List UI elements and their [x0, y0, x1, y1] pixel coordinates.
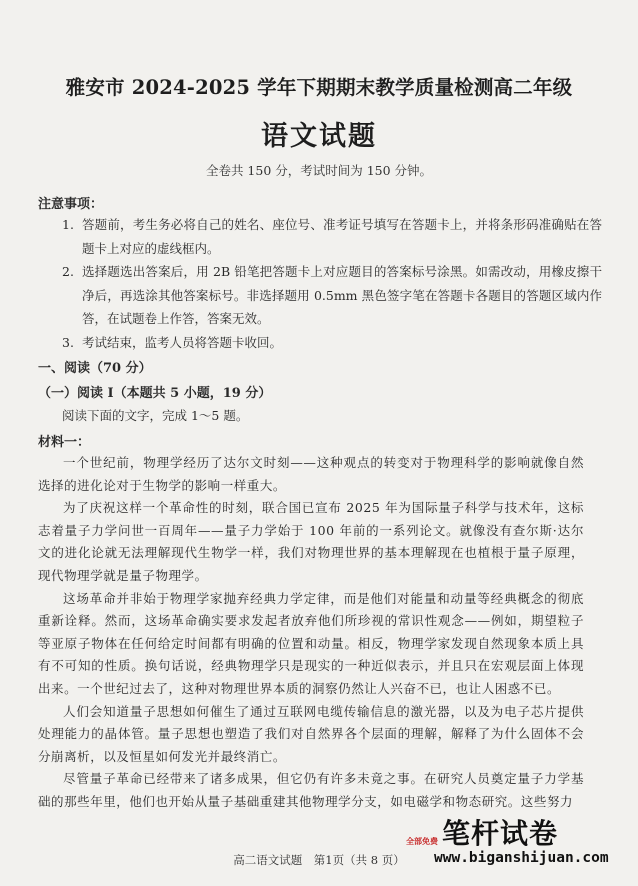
- time-info: 全卷共 150 分，考试时间为 150 分钟。: [205, 163, 433, 178]
- notice-item: [62, 213, 602, 260]
- material-paragraph: 尽管量子革命已经带来了诸多成果，但它仍有许多未竟之事。在研究人员奠定量子力学基础的那些年里，他们也开始从量子基础重建其他物理学分支，如电磁学和物态研究。这些努力: [38, 771, 584, 809]
- material-paragraph: 这场革命并非始于物理学家抛弃经典力学定律，而是他们对能量和动量等经典概念的彻底重新诠释。然而，这场革命确实要求发起者放弃他们所珍视的常识性观念——例如，期望粒子等亚原子物体在任何给定时间都有明确的位置和动量。相反，物理学家发现自然现象本质上具有不可知的性质。换句话说，经典物理学只是现实的一种近似表示，并且只在宏观层面上体现出来。一个世纪过去了，这种对物理世界本质的洞察仍然让人兴奋不已，也让人困惑不已。: [38, 590, 584, 696]
- notice-list: [62, 213, 602, 354]
- watermark-url: www.biganshijuan.com: [434, 850, 609, 866]
- notice-item-text: 考试结束，监考人员将答题卡收回。: [82, 334, 283, 350]
- subsection-heading: （一）阅读 I（本题共 5 小题，19 分）: [38, 386, 272, 401]
- notice-item-number: 1.: [62, 217, 74, 232]
- page-footer: 高二语文试题 第1页（共 8 页）: [233, 853, 405, 867]
- notice-item-number: 2.: [62, 264, 74, 279]
- material-body: [38, 452, 584, 814]
- material-paragraph: 人们会知道量子思想如何催生了通过互联网电缆传输信息的激光器，以及为电子芯片提供处理能力的晶体管。量子思想也塑造了我们对自然界各个层面的理解，解释了为什么固体不会分崩离析，以及恒星如何发光并最终消亡。: [38, 703, 584, 764]
- notice-item-number: 3.: [62, 334, 74, 350]
- section-heading: 一、阅读（70 分）: [38, 361, 152, 376]
- notice-heading: 注意事项：: [38, 197, 104, 212]
- notice-item: [62, 260, 602, 331]
- subject-title: 语文试题: [261, 121, 377, 152]
- notice-item-text: 选择题选出答案后，用 2B 铅笔把答题卡上对应题目的答案标号涂黑。如需改动，用橡皮擦干净后，再选涂其他答案标号。非选择题用 0.5mm 黑色签字笔在答题卡各题目的答题区域内作答，在试题卷上作答，答案无效。: [82, 264, 602, 326]
- watermark-brand: 笔杆试卷: [442, 817, 559, 850]
- material-paragraph: 一个世纪前，物理学经历了达尔文时刻——这种观点的转变对于物理科学的影响就像自然选择的进化论对于生物学的影响一样重大。: [38, 455, 584, 493]
- notice-item-text: 答题前，考生务必将自己的姓名、座位号、准考证号填写在答题卡上，并将条形码准确贴在答题卡上对应的虚线框内。: [82, 217, 602, 256]
- material-label: 材料一：: [38, 435, 91, 450]
- watermark-tag: 全部免费: [406, 837, 438, 846]
- notice-item: [62, 331, 602, 355]
- reading-instruction: 阅读下面的文字，完成 1～5 题。: [62, 408, 249, 423]
- material-paragraph: 为了庆祝这样一个革命性的时刻，联合国已宣布 2025 年为国际量子科学与技术年，这标志着量子力学问世一百周年——量子力学始于 100 年前的一系列论文。就像没有查尔斯·达尔文的进化论就无法理解现代生物学一样，我们对物理世界的基本理解现在也植根于量子原理，现代物理学就是量子物理学。: [38, 500, 584, 583]
- watermark: [406, 812, 632, 870]
- exam-title: 雅安市 2024-2025 学年下期期末教学质量检测高二年级: [65, 76, 573, 99]
